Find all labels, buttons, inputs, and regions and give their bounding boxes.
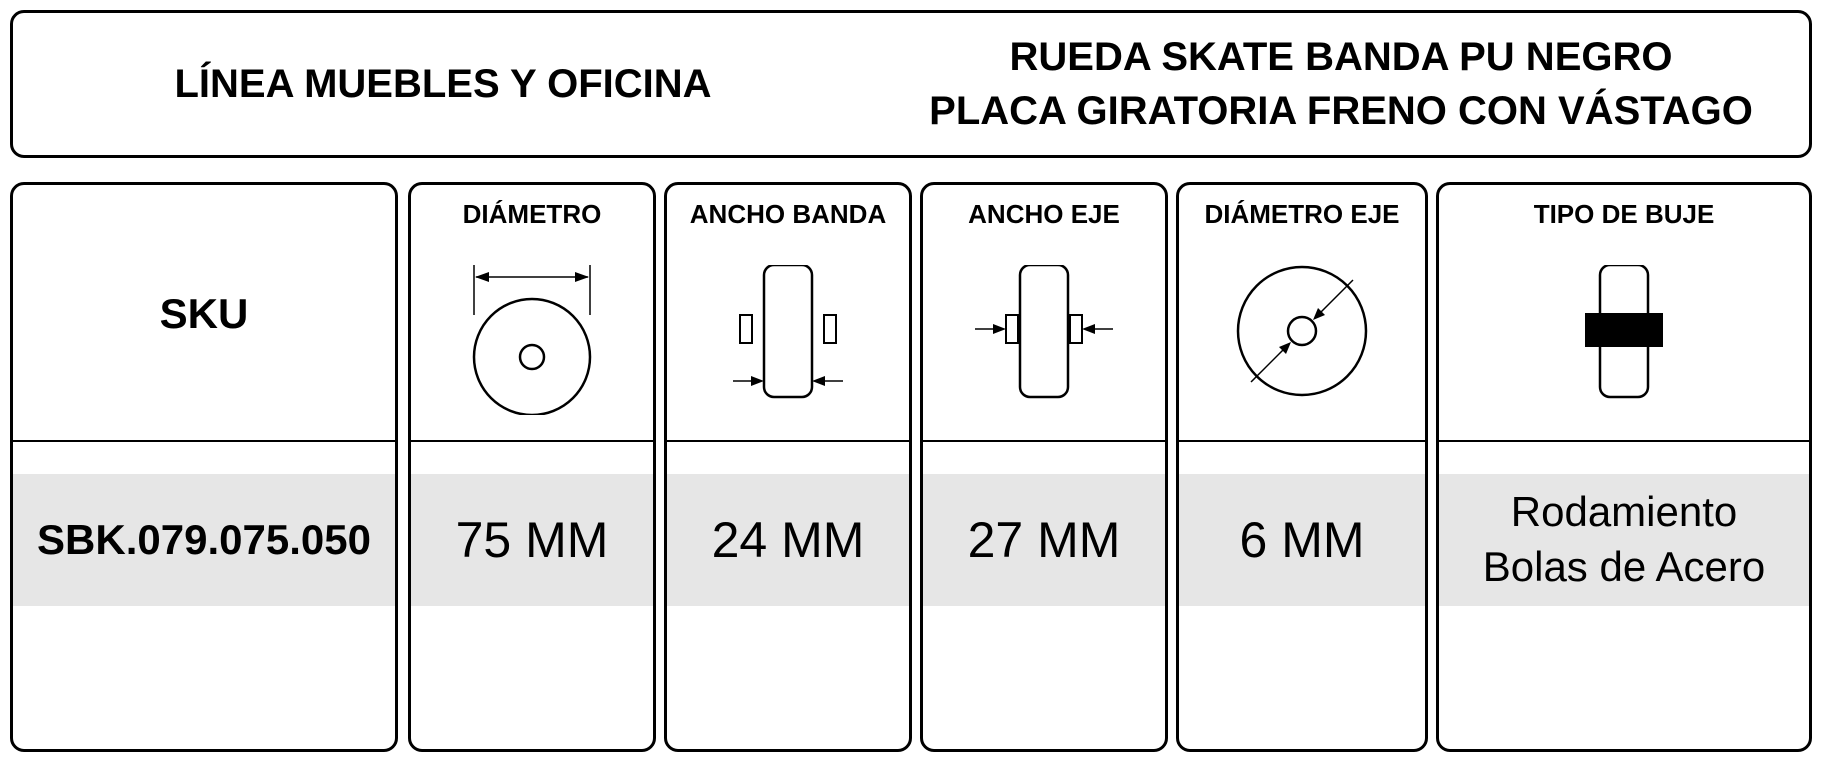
column-tipo-buje [1436, 182, 1812, 752]
column-diametro [408, 182, 656, 752]
header-banner [10, 10, 1812, 158]
row-divider [411, 440, 653, 442]
product-description [873, 13, 1809, 155]
wheel-diameter-icon [467, 265, 597, 415]
ancho-banda-header: ANCHO BANDA [689, 199, 887, 229]
tipo-buje-value [1439, 474, 1809, 606]
tipo-buje-header: TIPO DE BUJE [1533, 199, 1715, 229]
row-divider [1179, 440, 1425, 442]
sku-header: SKU [159, 290, 249, 337]
column-ancho-eje [920, 182, 1168, 752]
product-description-line1: RUEDA SKATE BANDA PU NEGRO [1009, 35, 1673, 79]
bushing-type-icon [1579, 265, 1669, 415]
row-divider [1439, 440, 1809, 442]
axle-diameter-icon [1227, 265, 1377, 415]
row-divider [923, 440, 1165, 442]
product-line-title: LÍNEA MUEBLES Y OFICINA [174, 61, 712, 106]
tipo-buje-value-line2: Bolas de Acero [1482, 543, 1766, 590]
diametro-value: 75 MM [455, 512, 609, 568]
product-description-line2: PLACA GIRATORIA FRENO CON VÁSTAGO [929, 89, 1753, 133]
column-sku [10, 182, 398, 752]
sku-value: SBK.079.075.050 [37, 516, 371, 563]
tipo-buje-value-line1: Rodamiento [1510, 488, 1738, 536]
diametro-eje-header: DIÁMETRO EJE [1204, 199, 1400, 229]
row-divider [13, 440, 395, 442]
band-width-icon [723, 265, 853, 415]
ancho-eje-header: ANCHO EJE [968, 199, 1120, 229]
ancho-eje-value: 27 MM [967, 512, 1121, 568]
column-ancho-banda [664, 182, 912, 752]
axle-width-icon [969, 265, 1119, 415]
diametro-eje-value: 6 MM [1239, 512, 1365, 568]
ancho-banda-value: 24 MM [711, 512, 865, 568]
row-divider [667, 440, 909, 442]
column-diametro-eje [1176, 182, 1428, 752]
diametro-header: DIÁMETRO [462, 199, 602, 229]
